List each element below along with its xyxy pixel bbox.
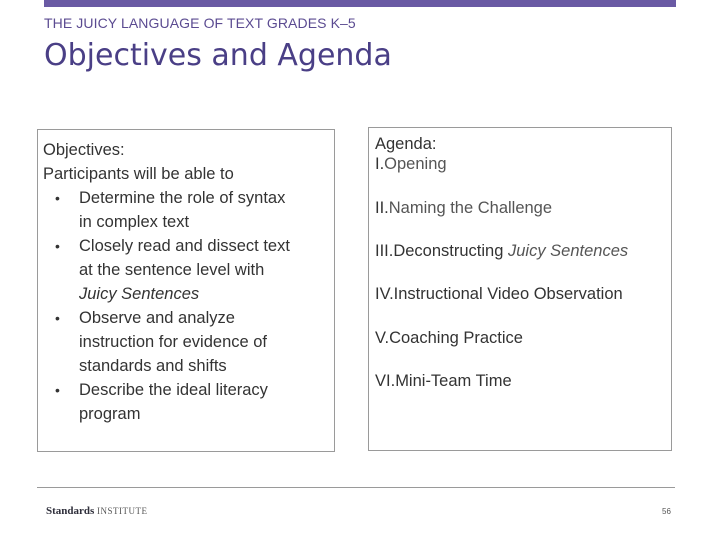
objective-item bbox=[43, 234, 333, 306]
objective-item bbox=[43, 378, 333, 426]
objective-line: at the sentence level with bbox=[79, 261, 265, 279]
objectives-heading: Objectives: bbox=[43, 141, 125, 159]
objective-line: Juicy Sentences bbox=[79, 285, 200, 303]
objectives-content bbox=[43, 138, 333, 426]
bullet-icon: • bbox=[55, 382, 60, 398]
agenda-item: IV.Instructional Video Observation bbox=[375, 285, 623, 303]
agenda-item: I.Opening bbox=[375, 155, 447, 173]
standards-institute-logo: Standards INSTITUTE bbox=[46, 505, 148, 517]
objective-line: standards and shifts bbox=[79, 357, 227, 375]
top-accent-bar bbox=[44, 0, 676, 7]
objective-item bbox=[43, 306, 333, 378]
agenda-item: V.Coaching Practice bbox=[375, 329, 523, 347]
agenda-item: VI.Mini-Team Time bbox=[375, 372, 512, 390]
bullet-icon: • bbox=[55, 238, 60, 254]
bullet-icon: • bbox=[55, 190, 60, 206]
objectives-intro: Participants will be able to bbox=[43, 165, 234, 183]
page-title: Objectives and Agenda bbox=[44, 38, 392, 73]
agenda-heading: Agenda: bbox=[375, 135, 437, 153]
objective-item bbox=[43, 186, 333, 234]
bullet-icon: • bbox=[55, 310, 60, 326]
objective-line: instruction for evidence of bbox=[79, 333, 268, 351]
page-number: 56 bbox=[662, 507, 671, 516]
objective-line: Observe and analyze bbox=[79, 309, 235, 327]
objectives-list bbox=[43, 186, 333, 426]
objective-line: Describe the ideal literacy bbox=[79, 381, 268, 399]
footer-divider bbox=[37, 487, 675, 488]
agenda-content bbox=[375, 133, 671, 390]
course-kicker: THE JUICY LANGUAGE OF TEXT GRADES K–5 bbox=[44, 15, 356, 31]
objective-line: in complex text bbox=[79, 213, 190, 231]
objective-line: Closely read and dissect text bbox=[79, 237, 290, 255]
agenda-item: II.Naming the Challenge bbox=[375, 199, 553, 217]
objective-line: Determine the role of syntax bbox=[79, 189, 286, 207]
agenda-item: III.Deconstructing Juicy Sentences bbox=[375, 242, 629, 260]
objective-line: program bbox=[79, 405, 141, 423]
